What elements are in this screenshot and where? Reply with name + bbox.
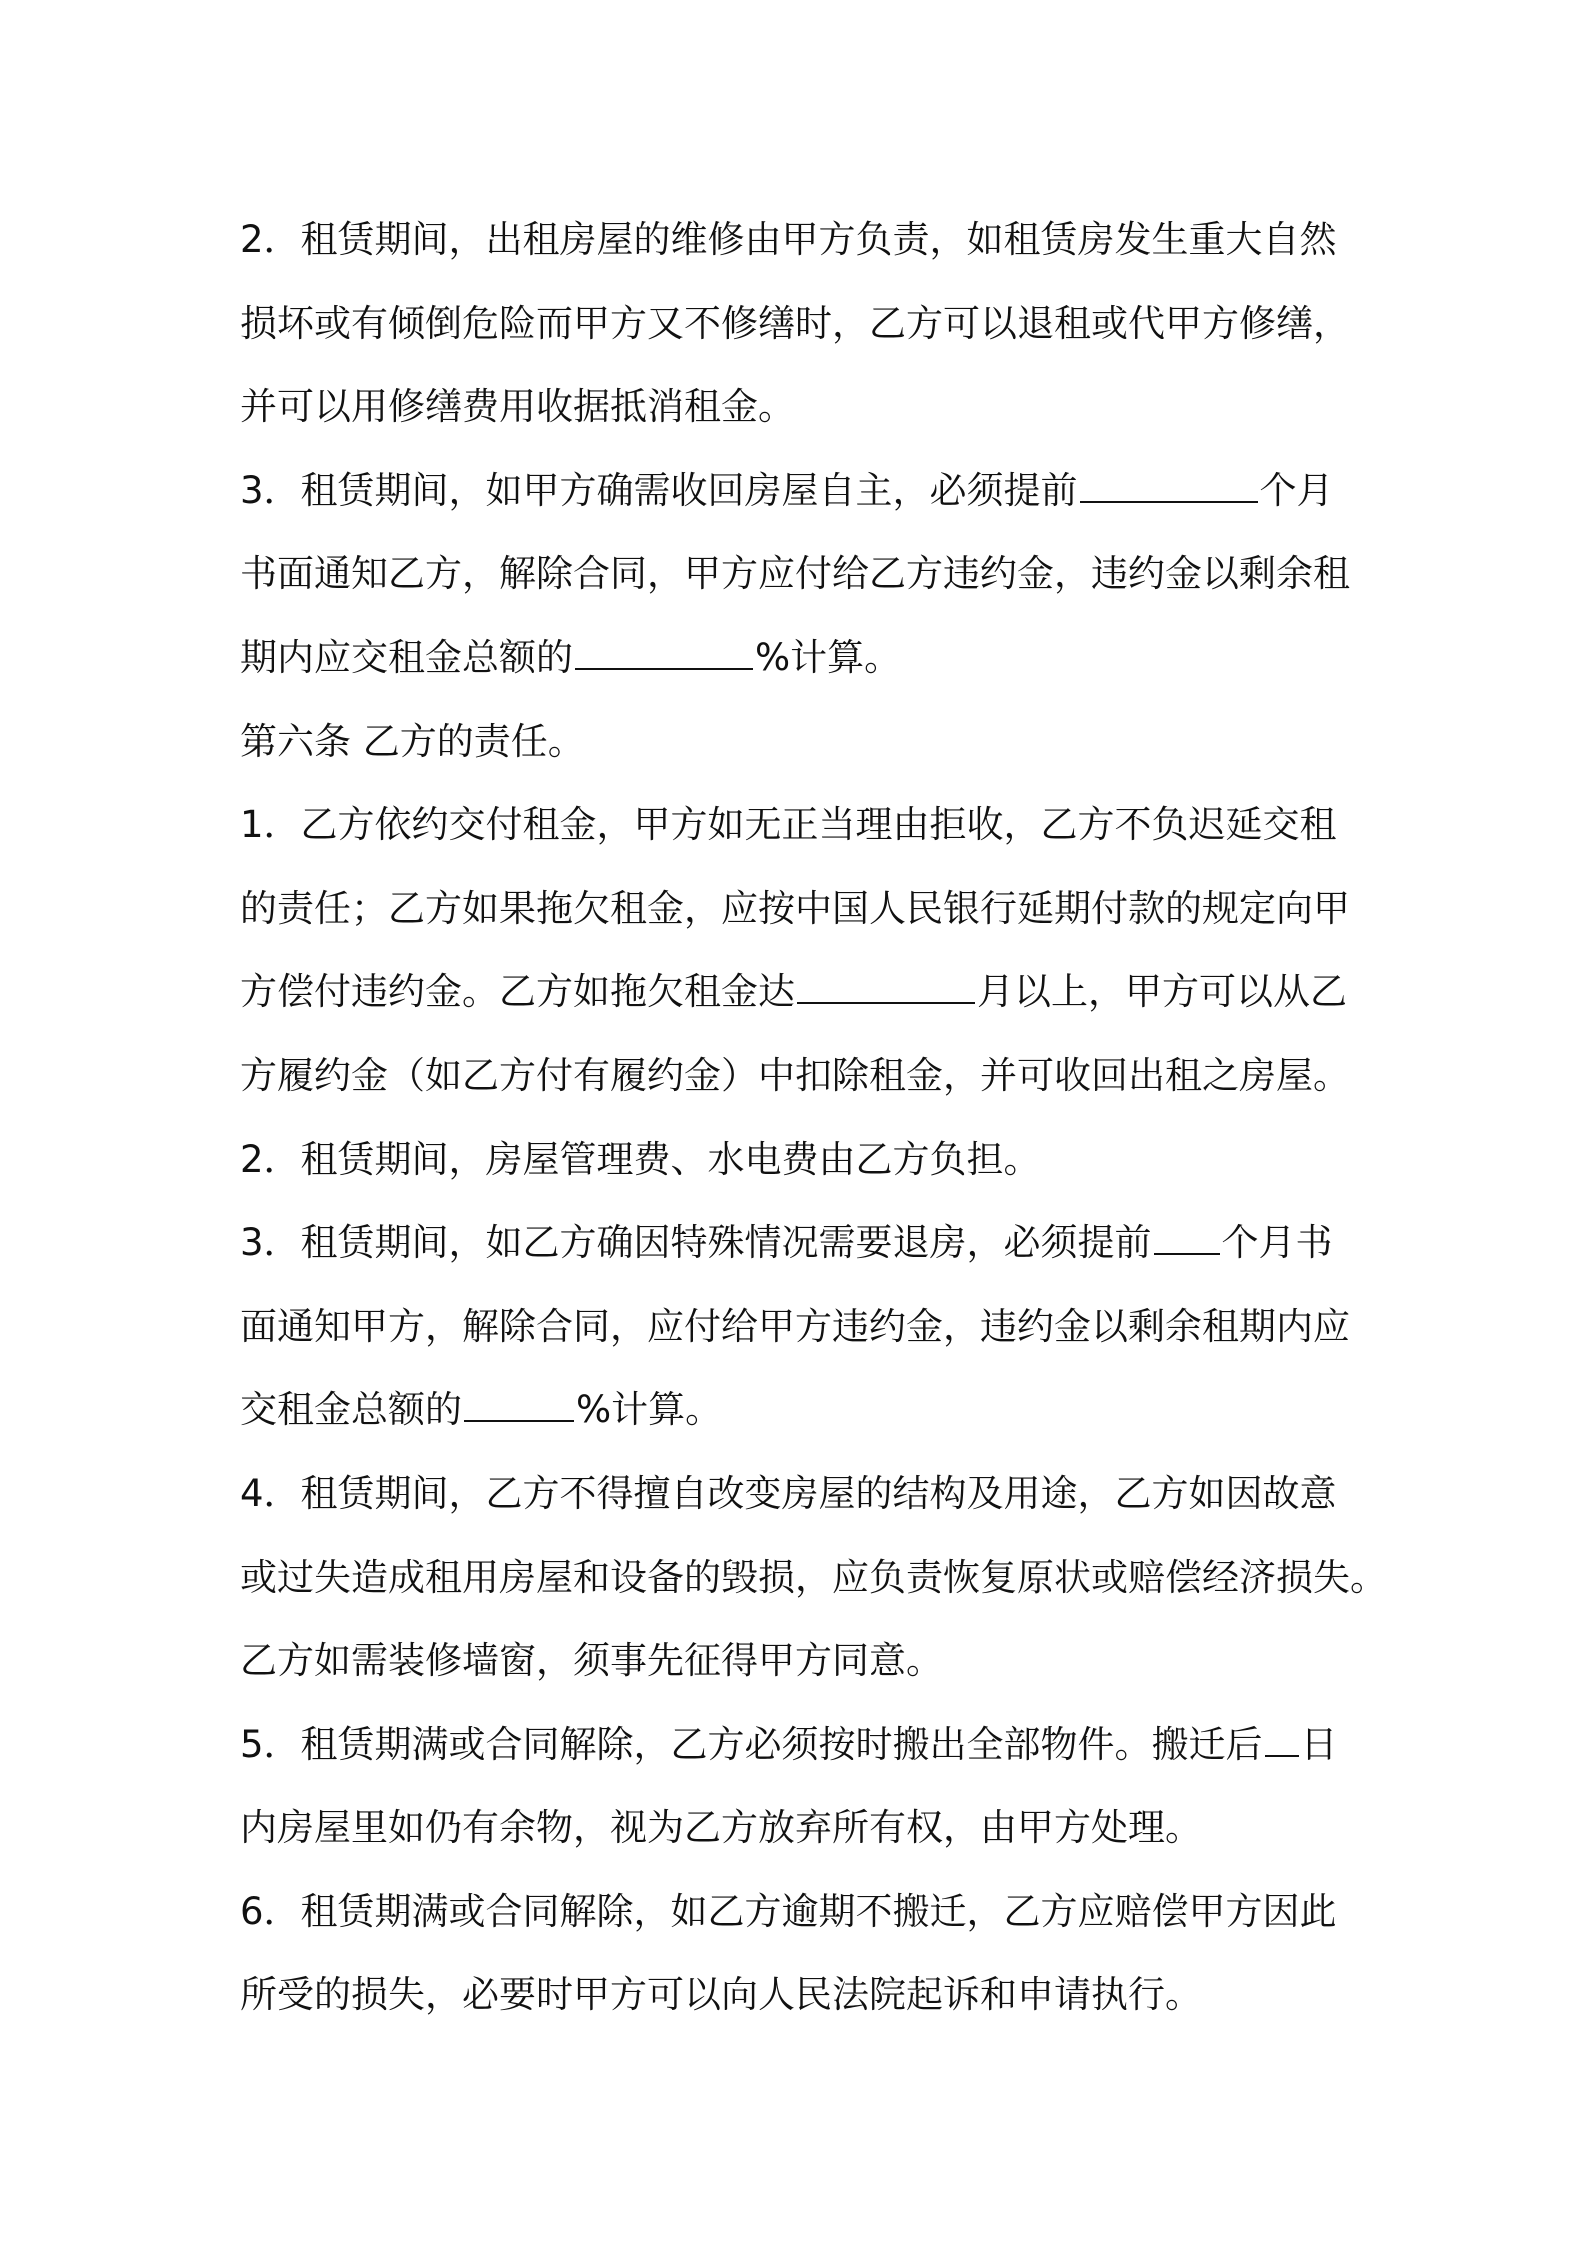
text-line <box>240 1452 1370 1536</box>
text-line <box>240 1034 1370 1118</box>
text-segment: 个月 <box>1259 468 1334 512</box>
text-segment: 方履约金（如乙方付有履约金）中扣除租金，并可收回出租之房屋。 <box>240 1053 1350 1097</box>
text-segment: 方偿付违约金。乙方如拖欠租金达 <box>240 970 795 1014</box>
text-line <box>240 867 1370 951</box>
text-segment: 月以上，甲方可以从乙 <box>977 970 1347 1014</box>
text-segment: 书面通知乙方，解除合同，甲方应付给乙方违约金，违约金以剩余租 <box>240 552 1350 596</box>
text-segment: 损坏或有倾倒危险而甲方又不修缮时，乙方可以退租或代甲方修缮， <box>240 301 1350 345</box>
text-segment: 6．租赁期满或合同解除，如乙方逾期不搬迁，乙方应赔偿甲方因此 <box>240 1889 1337 1933</box>
fill-in-blank <box>464 1380 574 1423</box>
text-segment: 第六条 乙方的责任。 <box>240 719 585 763</box>
text-segment: 内房屋里如仍有余物，视为乙方放弃所有权，由甲方处理。 <box>240 1806 1202 1850</box>
text-segment: 日 <box>1300 1722 1338 1766</box>
text-line <box>240 282 1370 366</box>
text-line <box>240 616 1370 700</box>
fill-in-blank <box>1265 1714 1299 1757</box>
text-line <box>240 1870 1370 1954</box>
text-segment: 面通知甲方，解除合同，应付给甲方违约金，违约金以剩余租期内应 <box>240 1304 1350 1348</box>
text-segment: 3．租赁期间，如乙方确因特殊情况需要退房，必须提前 <box>240 1221 1152 1265</box>
text-segment: 期内应交租金总额的 <box>240 635 573 679</box>
text-line <box>240 1536 1387 1620</box>
text-segment: 4．租赁期间，乙方不得擅自改变房屋的结构及用途，乙方如因故意 <box>240 1471 1337 1515</box>
text-line <box>240 198 1370 282</box>
text-line <box>240 1118 1370 1202</box>
text-line <box>240 1953 1370 2037</box>
text-line <box>240 700 1370 784</box>
text-segment: 或过失造成租用房屋和设备的毁损，应负责恢复原状或赔偿经济损失。 <box>240 1555 1387 1599</box>
text-segment: %计算。 <box>755 635 902 679</box>
text-segment: 2．租赁期间，房屋管理费、水电费由乙方负担。 <box>240 1137 1041 1181</box>
text-line <box>240 1619 1370 1703</box>
text-segment: 乙方如需装修墙窗，须事先征得甲方同意。 <box>240 1639 943 1683</box>
text-line <box>240 365 1370 449</box>
text-segment: 1．乙方依约交付租金，甲方如无正当理由拒收，乙方不负迟延交租 <box>240 803 1337 847</box>
text-segment: %计算。 <box>576 1388 723 1432</box>
text-segment: 并可以用修缮费用收据抵消租金。 <box>240 385 795 429</box>
fill-in-blank <box>1080 460 1258 503</box>
text-line <box>240 1201 1370 1285</box>
text-segment: 5．租赁期满或合同解除，乙方必须按时搬出全部物件。搬迁后 <box>240 1722 1263 1766</box>
text-line <box>240 1703 1370 1787</box>
text-segment: 的责任；乙方如果拖欠租金，应按中国人民银行延期付款的规定向甲 <box>240 886 1350 930</box>
text-line <box>240 1285 1370 1369</box>
text-line <box>240 532 1370 616</box>
text-line <box>240 783 1370 867</box>
text-segment: 交租金总额的 <box>240 1388 462 1432</box>
text-segment: 所受的损失，必要时甲方可以向人民法院起诉和申请执行。 <box>240 1973 1202 2017</box>
fill-in-blank <box>575 627 753 670</box>
text-line <box>240 950 1370 1034</box>
text-line <box>240 449 1370 533</box>
text-segment: 2．租赁期间，出租房屋的维修由甲方负责，如租赁房发生重大自然 <box>240 218 1337 261</box>
text-segment: 个月书 <box>1221 1221 1333 1265</box>
fill-in-blank <box>797 962 975 1005</box>
text-segment: 3．租赁期间，如甲方确需收回房屋自主，必须提前 <box>240 468 1078 512</box>
fill-in-blank <box>1154 1212 1220 1255</box>
contract-text <box>240 198 1387 2037</box>
text-line <box>240 1786 1370 1870</box>
text-line <box>240 1368 1370 1452</box>
